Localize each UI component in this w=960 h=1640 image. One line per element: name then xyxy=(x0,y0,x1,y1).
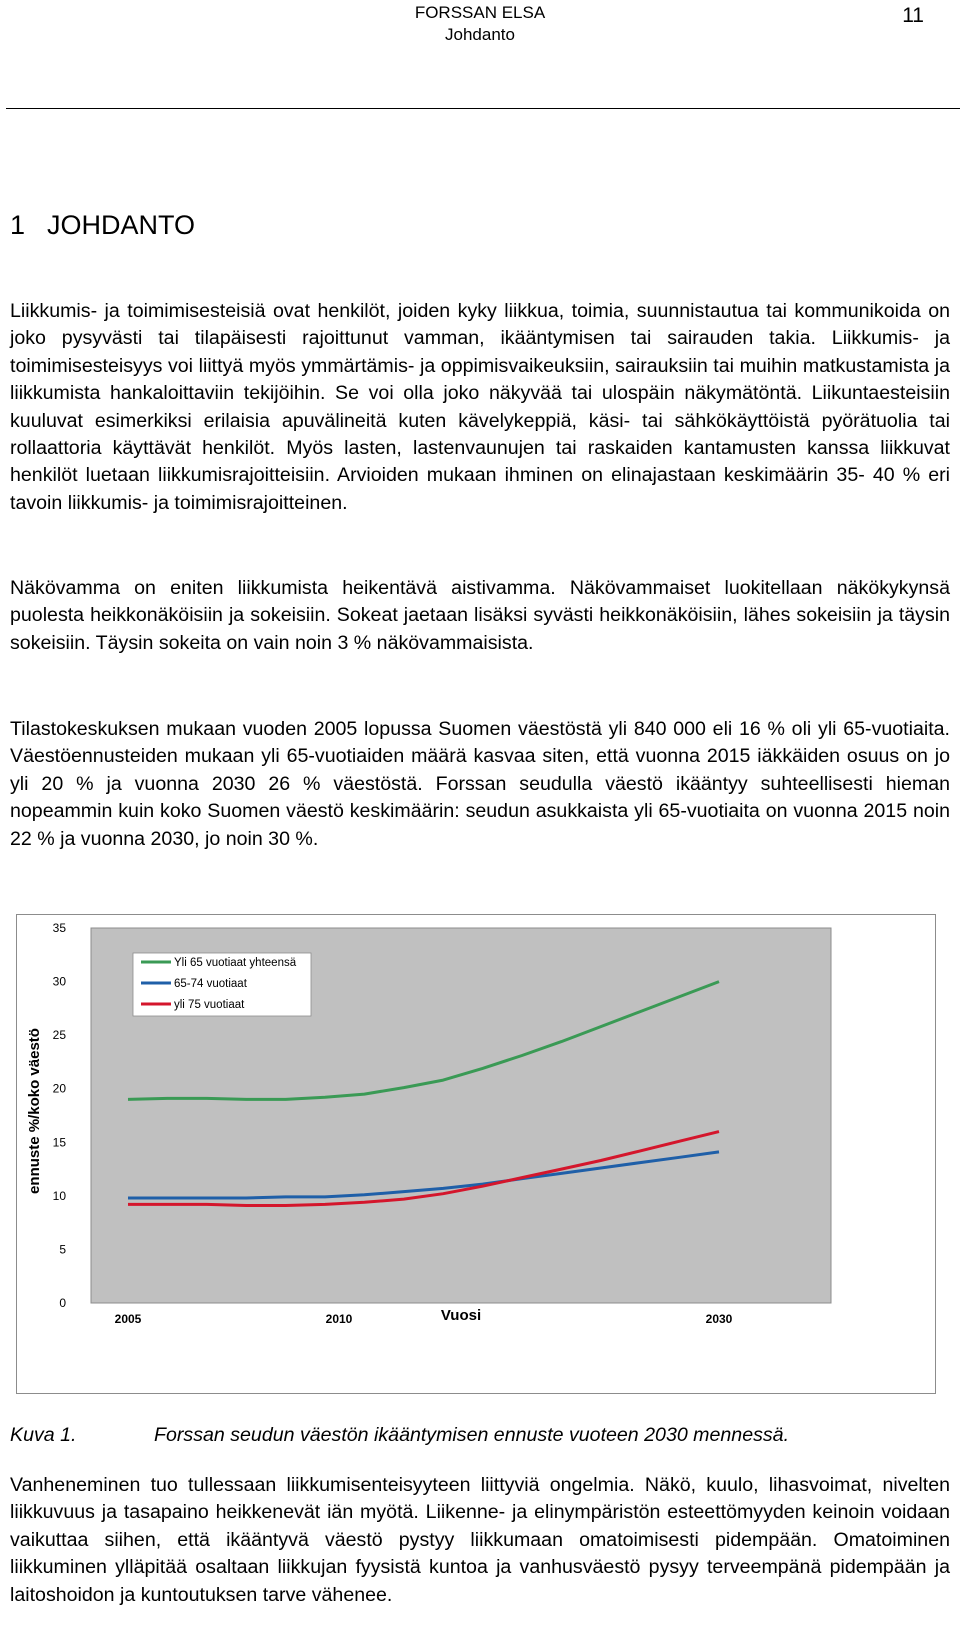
y-tick-label: 5 xyxy=(59,1242,66,1257)
section-heading xyxy=(10,210,195,241)
section-number: 1 xyxy=(10,210,26,240)
figure-caption xyxy=(10,1424,789,1447)
page-header-org: FORSSAN ELSA xyxy=(414,3,546,22)
y-tick-label: 20 xyxy=(52,1081,66,1096)
aging-forecast-chart xyxy=(17,915,935,1393)
figure-caption-label: Kuva 1. xyxy=(10,1424,77,1446)
x-tick-label: 2005 xyxy=(114,1312,142,1326)
y-tick-label: 10 xyxy=(52,1188,66,1203)
y-tick-label: 0 xyxy=(59,1296,66,1310)
y-tick-label: 25 xyxy=(52,1028,66,1043)
page-number: 11 xyxy=(902,4,924,27)
x-axis xyxy=(115,1312,733,1326)
legend-label-over-75: yli 75 vuotiaat xyxy=(174,999,245,1011)
page-header-section: Johdanto xyxy=(445,25,515,44)
paragraph-population-statistics: Tilastokeskuksen mukaan vuoden 2005 lopussa Suomen väestöstä yli 840 000 eli 16 % oli yli 65-vuotiaita. Väestöennusteiden mukaan yli 65-vuotiaiden määrä kasvaa siten, että vuonna 2015 iäkkäiden osuus on jo yli 20 % ja vuonna 2030 26 % väestöstä. Forssan seudulla väestö ikääntyy suhteellisesti hieman nopeammin kuin koko Suomen väestö keskimäärin: seudun asukkaista yli 65-vuotiaita on vuonna 2015 noin 22 % ja vuonna 2030, jo noin 30 %. xyxy=(10,718,950,850)
legend-label-65-74: 65-74 vuotiaat xyxy=(174,978,247,990)
section-title: JOHDANTO xyxy=(47,210,196,240)
x-tick-label: 2010 xyxy=(325,1312,353,1326)
legend xyxy=(133,953,311,1016)
y-axis xyxy=(53,921,67,1310)
legend-label-total: Yli 65 vuotiaat yhteensä xyxy=(174,957,297,969)
y-tick-label: 15 xyxy=(52,1135,66,1150)
header-rule xyxy=(6,108,960,109)
chart-frame xyxy=(16,914,936,1394)
figure-caption-text: Forssan seudun väestön ikääntymisen ennuste vuoteen 2030 mennessä. xyxy=(154,1424,790,1446)
y-tick-label: 30 xyxy=(52,974,66,989)
x-tick-label: 2030 xyxy=(705,1312,733,1326)
y-tick-label: 35 xyxy=(52,921,66,935)
paragraph-intro: Liikkumis- ja toimimisesteisiä ovat henkilöt, joiden kyky liikkua, toimia, suunnistautua tai kommunikoida on joko pysyvästi tai tilapäisesti rajoittunut vamman, ikääntymisen tai sairauden takia. Liikkumis- ja toimimisesteisyys voi liittyä myös ymmärtämis- ja oppimisvaikeuksiin, sairauksiin tai muihin matkustamista ja liikkumista hankaloittaviin tekijöihin. Se voi olla joko näkyvää tai ulospäin näkymätöntä. Liikuntaesteisiin kuuluvat esimerkiksi erilaisia apuvälineitä kuten kävelykeppiä, käsi- tai sähkökäyttöistä pyörätuolia tai rollaattoria käyttävät henkilöt. Myös lasten, lastenvaunujen tai raskaiden kantamusten kanssa liikkuvat henkilöt luetaan liikkumisrajoitteisiin. Arvioiden mukaan ihminen on elinajastaan keskimäärin 35- 40 % eri tavoin liikkumis- ja toimimisrajoitteinen. xyxy=(10,300,950,514)
paragraph-aging-mobility: Vanheneminen tuo tullessaan liikkumisenteisyyteen liittyviä ongelmia. Näkö, kuulo, lihasvoimat, nivelten liikkuvuus ja tasapaino heikkenevät iän myötä. Liikenne- ja elinympäristön esteettömyyden keinoin voidaan vaikuttaa siihen, että ikääntyvä väestö pystyy liikkumaan omatoimisesti pidempään. Omatoiminen liikkuminen ylläpitää osaltaan liikkujan fyysistä kuntoa ja vanhusväestö pysyy terveempänä pidempään ja laitoshoidon ja kuntoutuksen tarve vähenee. xyxy=(10,1474,950,1606)
y-axis-title: ennuste %/koko väestö xyxy=(26,1028,43,1194)
paragraph-visual-impairment: Näkövamma on eniten liikkumista heikentävä aistivamma. Näkövammaiset luokitellaan näkökykynsä puolesta heikkonäköisiin ja sokeisiin. Sokeat jaetaan lisäksi syvästi heikkonäköisiin, lähes sokeisiin ja täysin sokeisiin. Täysin sokeita on vain noin 3 % näkövammaisista. xyxy=(10,577,950,654)
x-axis-title: Vuosi xyxy=(440,1307,482,1324)
